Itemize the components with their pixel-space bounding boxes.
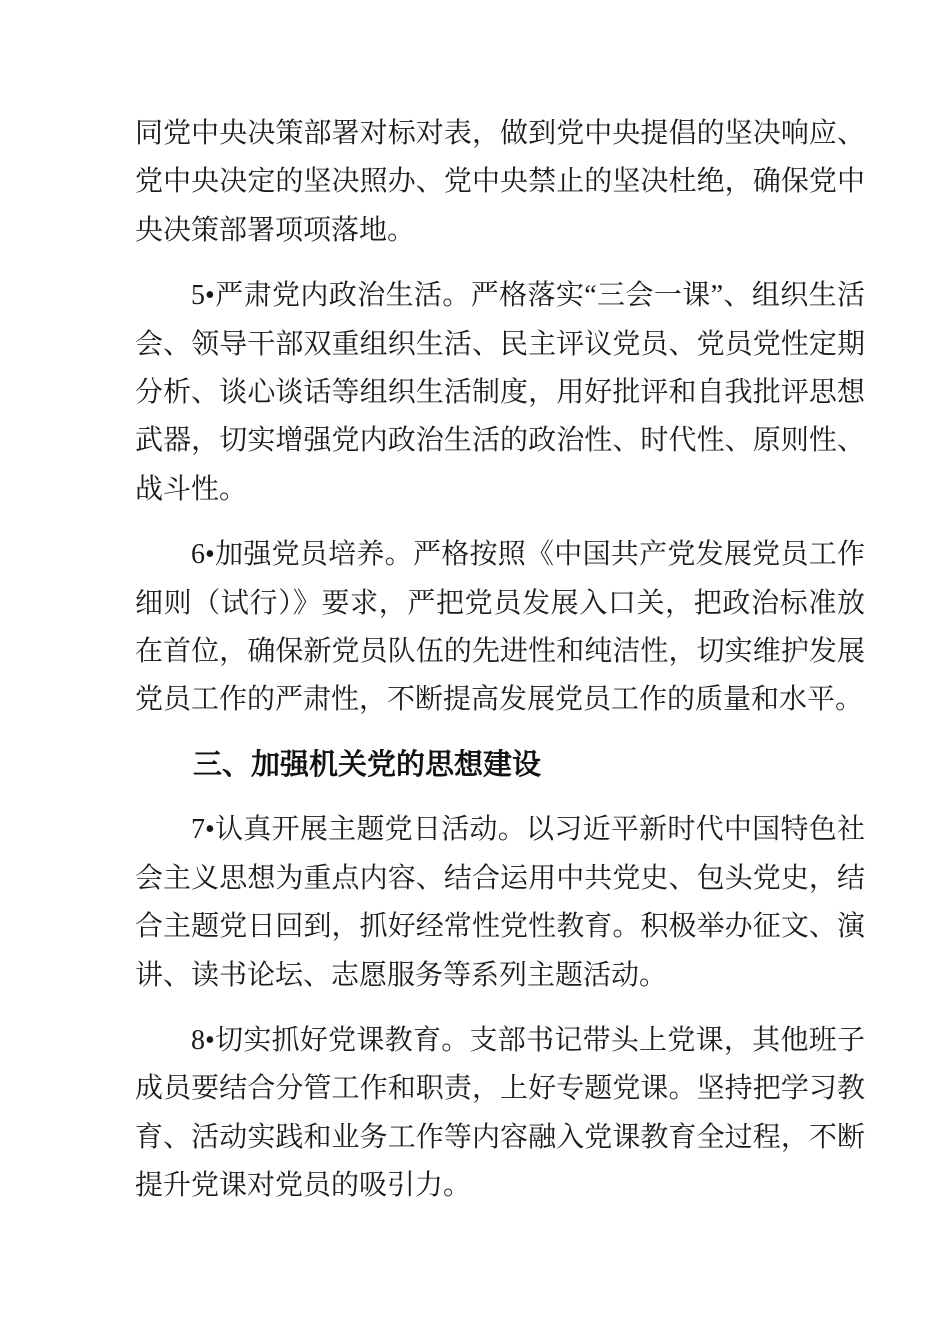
paragraph-continuation: 同党中央决策部署对标对表，做到党中央提倡的坚决响应、党中央决定的坚决照办、党中央禁止的坚决杜绝，确保党中央决策部署项项落地。 (135, 118, 865, 246)
section-heading-3: 三、加强机关党的思想建设 (193, 748, 542, 781)
paragraph-item-7: 7•认真开展主题党日活动。以习近平新时代中国特色社会主义思想为重点内容、结合运用中共党史、包头党史，结合主题党日回到，抓好经常性党性教育。积极举办征文、演讲、读书论坛、志愿服务等系列主题活动。 (135, 814, 865, 991)
paragraph-item-8: 8•切实抓好党课教育。支部书记带头上党课，其他班子成员要结合分管工作和职责，上好专题党课。坚持把学习教育、活动实践和业务工作等内容融入党课教育全过程，不断提升党课对党员的吸引力。 (135, 1024, 865, 1202)
paragraph-item-5: 5•严肃党内政治生活。严格落实“三会一课”、组织生活会、领导干部双重组织生活、民主评议党员、党员党性定期分析、谈心谈话等组织生活制度，用好批评和自我批评思想武器，切实增强党内政治生活的政治性、时代性、原则性、战斗性。 (135, 280, 865, 505)
paragraph-item-6: 6•加强党员培养。严格按照《中国共产党发展党员工作细则（试行）》要求，严把党员发展入口关，把政治标准放在首位，确保新党员队伍的先进性和纯洁性，切实维护发展党员工作的严肃性，不断提高发展党员工作的质量和水平。 (135, 539, 865, 716)
